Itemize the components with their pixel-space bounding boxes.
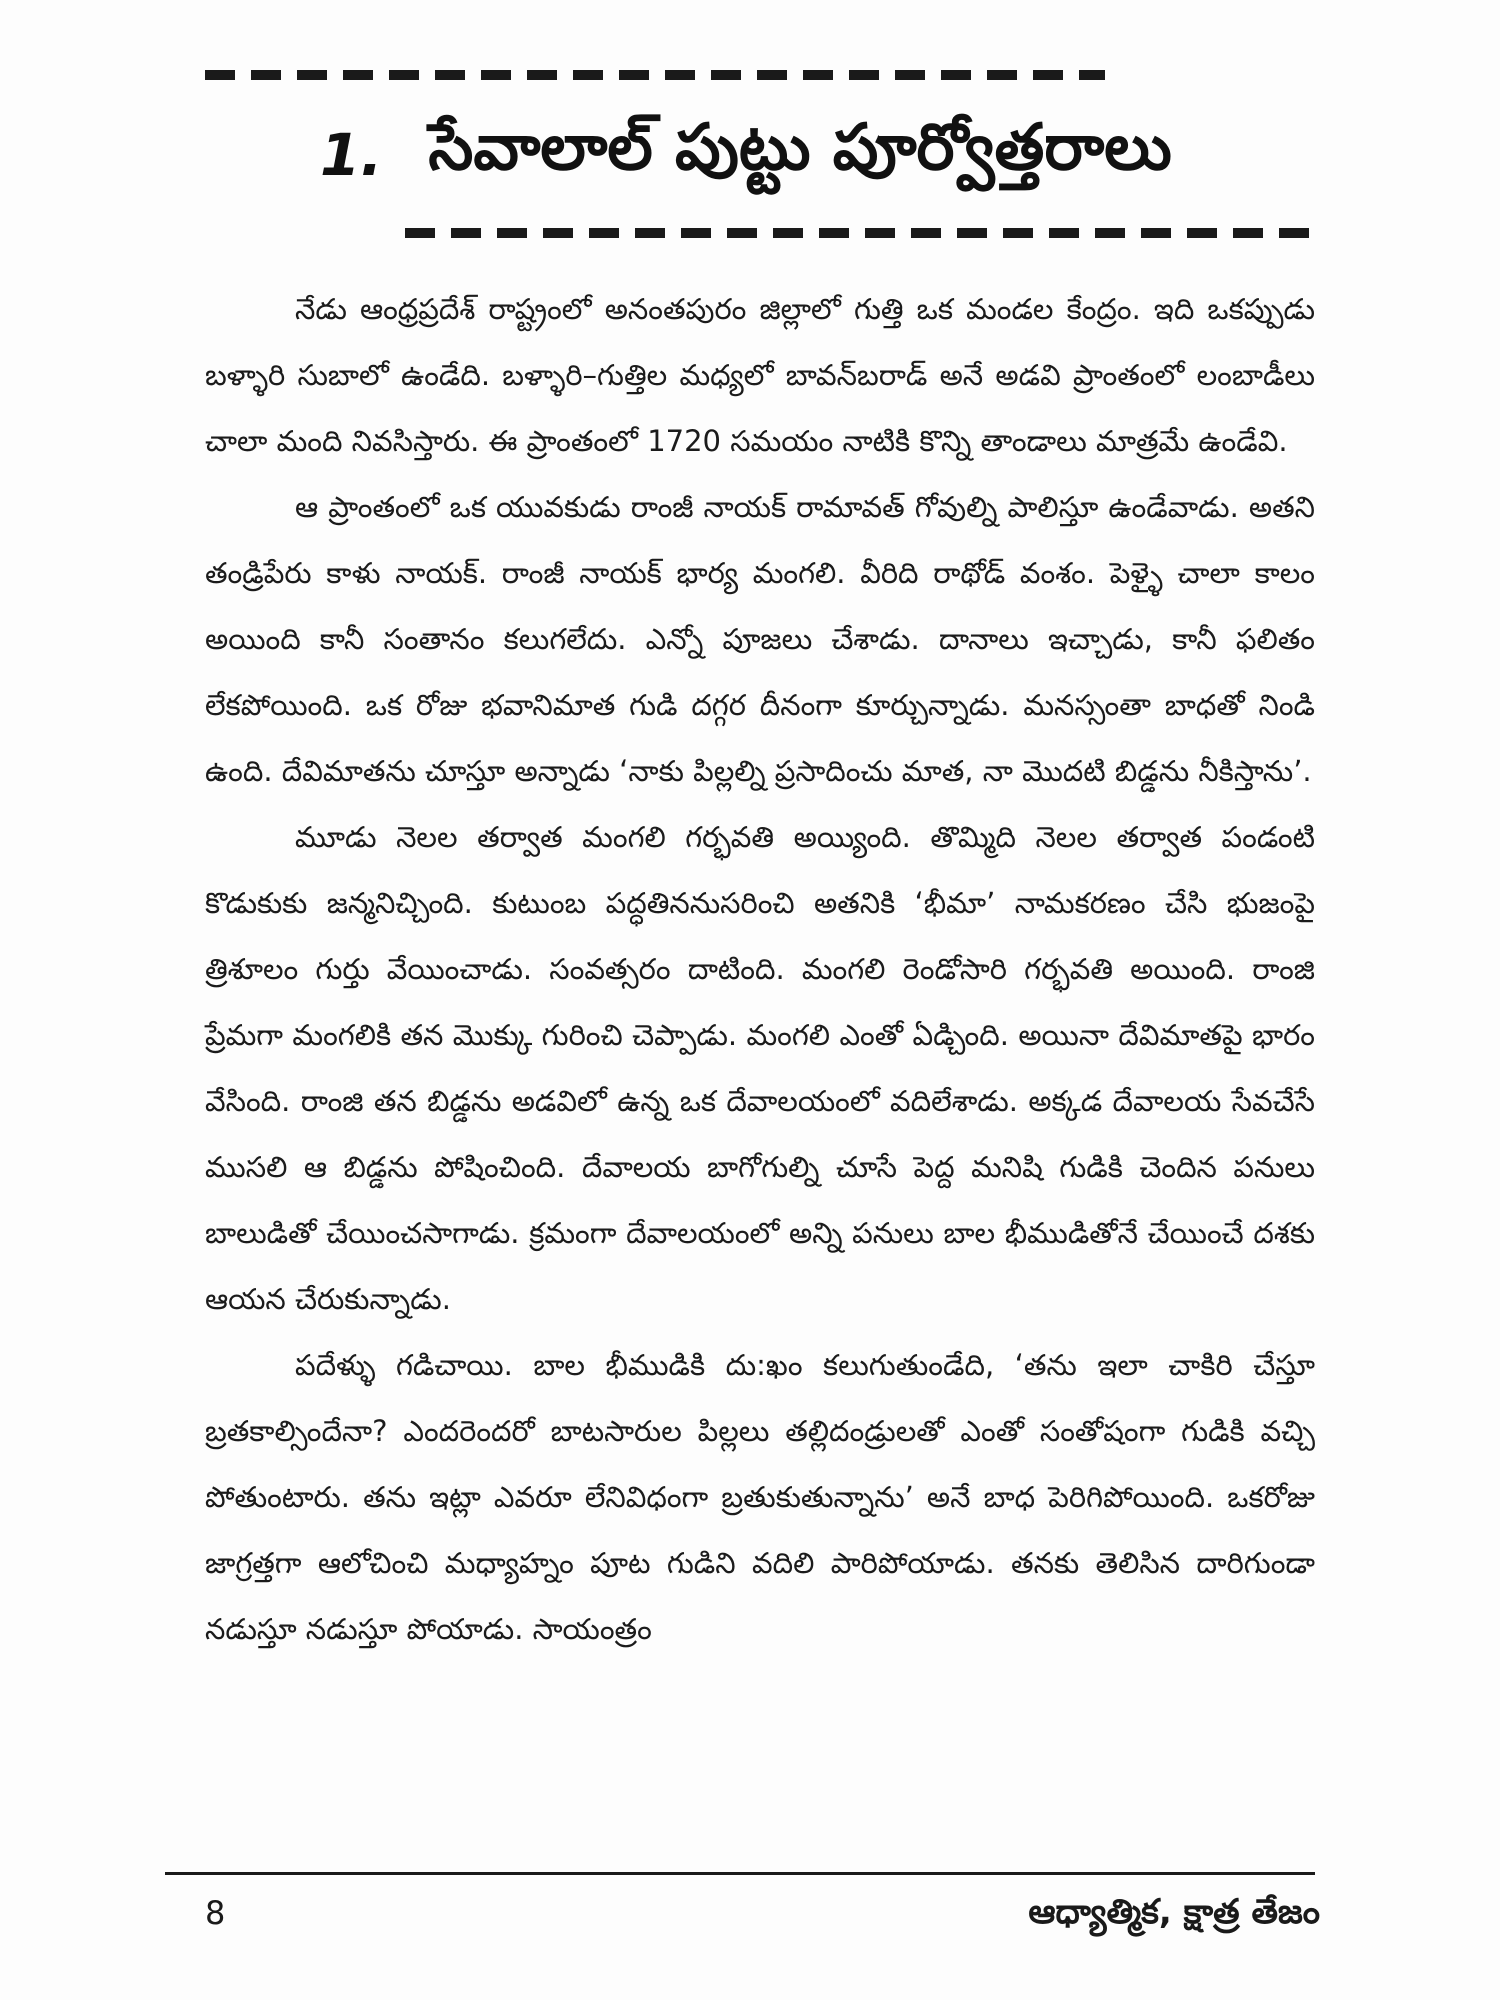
paragraph: నేడు ఆంధ్రప్రదేశ్ రాష్ట్రంలో అనంతపురం జిల్లాలో గుత్తి ఒక మండల కేంద్రం. ఇది ఒకప్పుడు బళ్ళారి సుబాలో ఉండేది. బళ్ళారి–గుత్తిల మధ్యలో బావన్‌బరాడ్ అనే అడవి ప్రాంతంలో లంబాడీలు చాలా మంది నివసిస్తారు. ఈ ప్రాంతంలో 1720 సమయం నాటికి కొన్ని తాండాలు మాత్రమే ఉండేవి.: [205, 292, 1315, 458]
chapter-number: 1.: [320, 121, 383, 189]
chapter-title: సేవాలాల్ పుట్టు పూర్వోత్తరాలు: [428, 110, 1172, 185]
footer-rule: [165, 1872, 1315, 1875]
running-book-title: ఆధ్యాత్మిక, క్షాత్ర తేజం: [1028, 1892, 1320, 1932]
title-top-dashed-rule: [205, 70, 1105, 80]
chapter-heading: [320, 100, 1220, 210]
paragraph: పదేళ్ళు గడిచాయి. బాల భీముడికి దు:ఖం కలుగుతుండేది, ‘తను ఇలా చాకిరి చేస్తూ బ్రతకాల్సిందేనా? ఎందరెందరో బాటసారుల పిల్లలు తల్లిదండ్రులతో ఎంతో సంతోషంగా గుడికి వచ్చి పోతుంటారు. తను ఇట్లా ఎవరూ లేనివిధంగా బ్రతుకుతున్నాను’ అనే బాధ పెరిగిపోయింది. ఒకరోజు జాగ్రత్తగా ఆలోచించి మధ్యాహ్నం పూట గుడిని వదిలి పారిపోయాడు. తనకు తెలిసిన దారిగుండా నడుస్తూ నడుస్తూ పోయాడు. సాయంత్రం: [205, 1348, 1315, 1646]
paragraph: ఆ ప్రాంతంలో ఒక యువకుడు రాంజీ నాయక్ రామావత్ గోవుల్ని పాలిస్తూ ఉండేవాడు. అతని తండ్రిపేరు కాళు నాయక్. రాంజీ నాయక్ భార్య మంగలి. వీరిది రాథోడ్ వంశం. పెళ్ళై చాలా కాలం అయింది కానీ సంతానం కలుగలేదు. ఎన్నో పూజలు చేశాడు. దానాలు ఇచ్చాడు, కానీ ఫలితం లేకపోయింది. ఒక రోజు భవానిమాత గుడి దగ్గర దీనంగా కూర్చున్నాడు. మనస్సంతా బాధతో నిండి ఉంది. దేవిమాతను చూస్తూ అన్నాడు ‘నాకు పిల్లల్ని ప్రసాదించు మాత, నా మొదటి బిడ్డను నీకిస్తాను’.: [205, 490, 1315, 788]
page-number: 8: [205, 1894, 226, 1932]
chapter-body: [205, 276, 1315, 1662]
title-bottom-dashed-rule: [405, 228, 1310, 238]
paragraph: మూడు నెలల తర్వాత మంగలి గర్భవతి అయ్యింది. తొమ్మిది నెలల తర్వాత పండంటి కొడుకుకు జన్మనిచ్చింది. కుటుంబ పద్ధతిననుసరించి అతనికి ‘భీమా’ నామకరణం చేసి భుజంపై త్రిశూలం గుర్తు వేయించాడు. సంవత్సరం దాటింది. మంగలి రెండోసారి గర్భవతి అయింది. రాంజి ప్రేమగా మంగలికి తన మొక్కు గురించి చెప్పాడు. మంగలి ఎంతో ఏడ్చింది. అయినా దేవిమాతపై భారం వేసింది. రాంజి తన బిడ్డను అడవిలో ఉన్న ఒక దేవాలయంలో వదిలేశాడు. అక్కడ దేవాలయ సేవచేసే ముసలి ఆ బిడ్డను పోషించింది. దేవాలయ బాగోగుల్ని చూసే పెద్ద మనిషి గుడికి చెందిన పనులు బాలుడితో చేయించసాగాడు. క్రమంగా దేవాలయంలో అన్ని పనులు బాల భీముడితోనే చేయించే దశకు ఆయన చేరుకున్నాడు.: [205, 820, 1315, 1316]
